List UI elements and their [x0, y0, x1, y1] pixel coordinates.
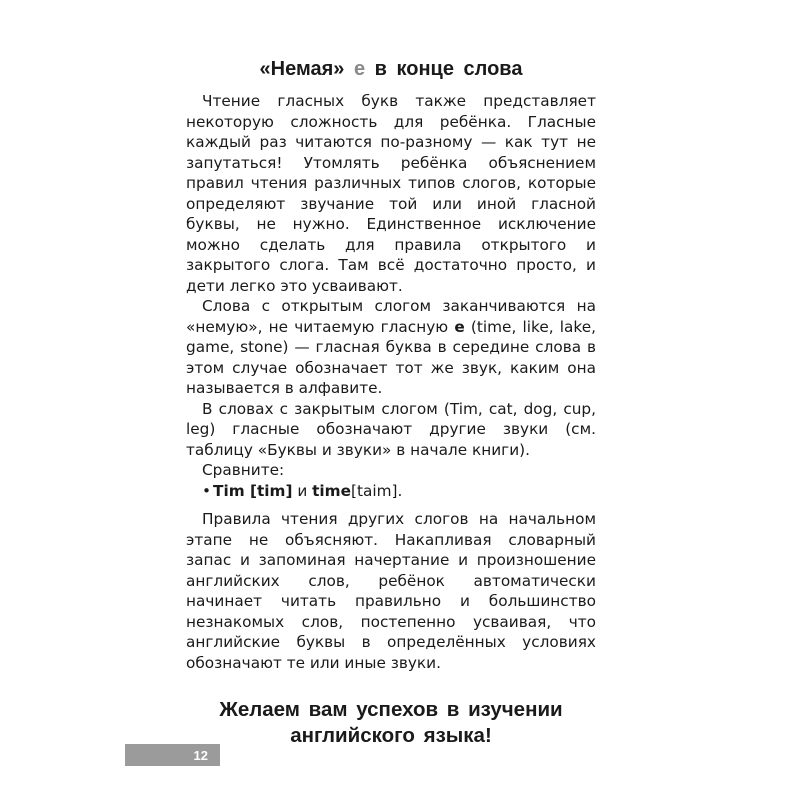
- compare-word1: Tim [tim]: [213, 481, 293, 500]
- paragraph-4: Правила чтения других слогов на начальном этапе не объясняют. Накапливая словарный запас и запоминая начертание и произношение английских слов, ребёнок автоматически начинает читать правильно и большинство незнакомых слов, постепенно усваивая, что английские буквы в определённых условиях обозначают те или иные звуки.: [186, 510, 596, 672]
- paragraph-2-before: Слова с открытым слогом заканчиваются на «немую», не читаемую гласную: [186, 297, 596, 336]
- compare-end: .: [397, 481, 403, 500]
- paragraph-2-letter: e: [454, 317, 465, 336]
- page-number-bar: [125, 744, 220, 766]
- compare-label: Сравните:: [202, 461, 285, 479]
- closing-wish: [186, 697, 596, 749]
- section-title: [186, 58, 596, 81]
- paragraph-1: Чтение гласных букв также представляет некоторую сложность для ребёнка. Гласные каждый раз читаются по-разному — как тут не запутаться! Утомлять ребёнка объяснением правил чтения различных типов слогов, которые определяют звучание той или иной гласной буквы, не нужно. Единственное исключение можно сделать для правила открытого и закрытого слога. Там всё достаточно просто, и дети легко это усваивают.: [186, 92, 596, 295]
- compare-example: [186, 481, 596, 502]
- body-text: [186, 91, 596, 673]
- wish-line-2: английского языка!: [290, 724, 492, 747]
- wish-line-1: Желаем вам успехов в изучении: [219, 698, 563, 721]
- compare-word2: time: [312, 481, 351, 500]
- title-letter: е: [353, 58, 366, 80]
- paragraph-2: [186, 296, 596, 399]
- compare-joiner: и: [292, 481, 313, 500]
- paragraph-3: В словах с закрытым слогом (Tim, cat, dog, cup, leg) гласные обозначают другие звуки (см. таблицу «Буквы и звуки» в начале книги).: [186, 399, 596, 459]
- page-number: 12: [193, 747, 208, 763]
- bullet-icon: •: [202, 481, 212, 500]
- compare-transcription: [taim]: [351, 481, 398, 500]
- title-part1: «Немая»: [259, 58, 345, 80]
- page-content: [186, 58, 596, 749]
- title-part2: в конце слова: [374, 58, 523, 80]
- paragraph-2-after: (time, like, lake, game, stone) — гласная буква в середине слова в этом случае обозначает тот же звук, каким она называется в алфавите.: [186, 317, 596, 397]
